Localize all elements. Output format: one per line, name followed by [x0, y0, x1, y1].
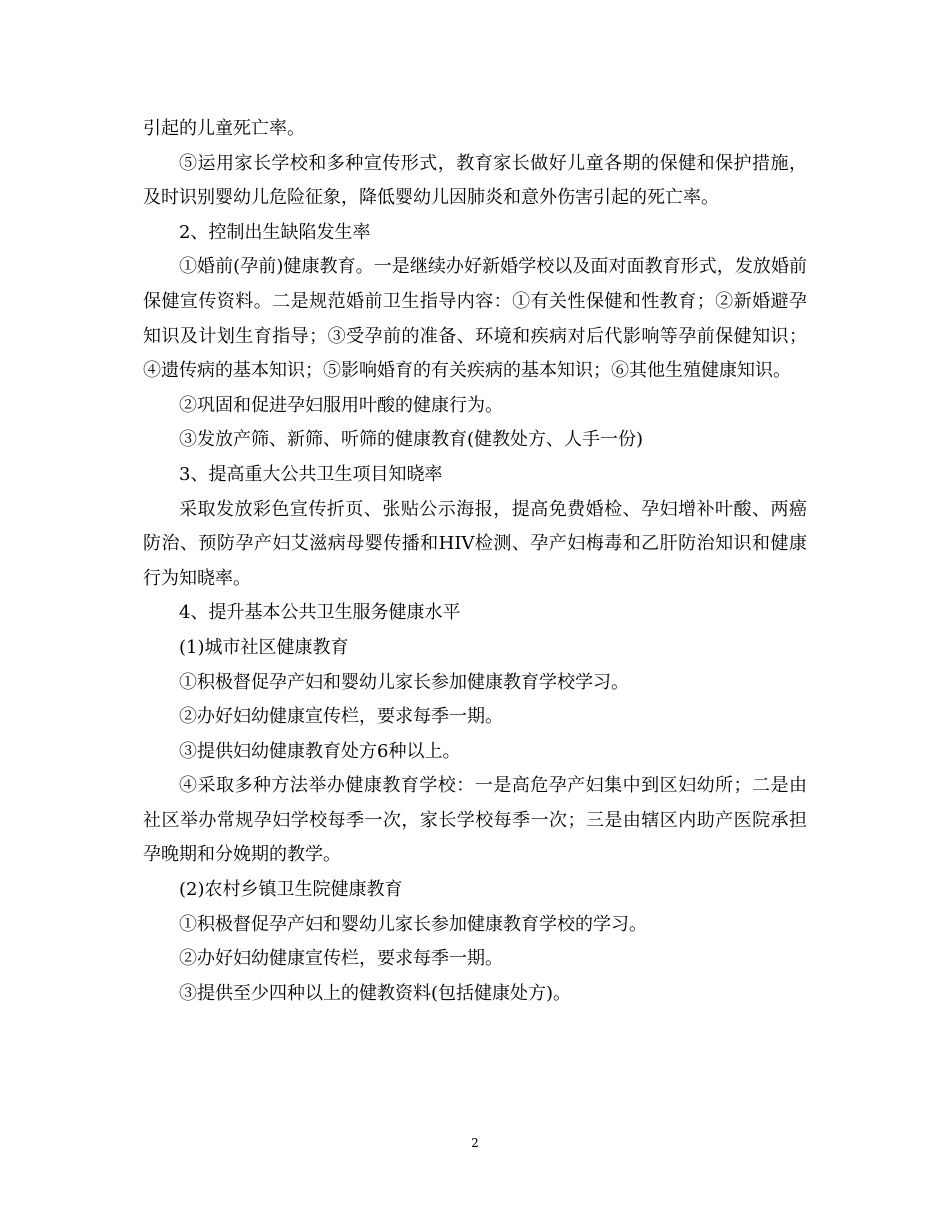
- paragraph: ①婚前(孕前)健康教育。一是继续办好新婚学校以及面对面教育形式，发放婚前保健宣传资料。二是规范婚前卫生指导内容：①有关性保健和性教育；②新婚避孕知识及计划生育指导；③受孕前的准备、环境和疾病对后代影响等孕前保健知识；④遗传病的基本知识；⑤影响婚育的有关疾病的基本知识；⑥其他生殖健康知识。: [143, 256, 807, 382]
- paragraph: ①积极督促孕产妇和婴幼儿家长参加健康教育学校学习。: [179, 671, 629, 693]
- paragraph: (2)农村乡镇卫生院健康教育: [179, 879, 403, 901]
- paragraph: (1)城市社区健康教育: [179, 636, 349, 658]
- paragraph: 采取发放彩色宣传折页、张贴公示海报，提高免费婚检、孕妇增补叶酸、两癌防治、预防孕产妇艾滋病母婴传播和HIV检测、孕产妇梅毒和乙肝防治知识和健康行为知晓率。: [143, 498, 807, 589]
- paragraph: ②巩固和促进孕妇服用叶酸的健康行为。: [179, 394, 503, 416]
- paragraph: ②办好妇幼健康宣传栏，要求每季一期。: [179, 706, 503, 728]
- paragraph: ③提供至少四种以上的健教资料(包括健康处方)。: [179, 982, 572, 1004]
- paragraph: ③发放产筛、新筛、听筛的健康教育(健教处方、人手一份): [179, 429, 644, 451]
- paragraph: ⑤运用家长学校和多种宣传形式，教育家长做好儿童各期的保健和保护措施，及时识别婴幼儿危险征象，降低婴幼儿因肺炎和意外伤害引起的死亡率。: [143, 152, 807, 209]
- paragraph: ③提供妇幼健康教育处方6种以上。: [179, 740, 461, 762]
- paragraph: 引起的儿童死亡率。: [143, 118, 305, 139]
- paragraph: ①积极督促孕产妇和婴幼儿家长参加健康教育学校的学习。: [179, 913, 647, 935]
- paragraph: 3、提高重大公共卫生项目知晓率: [179, 463, 443, 485]
- document-body: [143, 112, 807, 1011]
- paragraph: 2、控制出生缺陷发生率: [179, 221, 371, 243]
- page-number: 2: [471, 1136, 479, 1150]
- paragraph: 4、提升基本公共卫生服务健康水平: [179, 602, 461, 624]
- paragraph: ②办好妇幼健康宣传栏，要求每季一期。: [179, 948, 503, 970]
- paragraph: ④采取多种方法举办健康教育学校：一是高危孕产妇集中到区妇幼所；二是由社区举办常规孕妇学校每季一次，家长学校每季一次；三是由辖区内助产医院承担孕晚期和分娩期的教学。: [143, 775, 807, 866]
